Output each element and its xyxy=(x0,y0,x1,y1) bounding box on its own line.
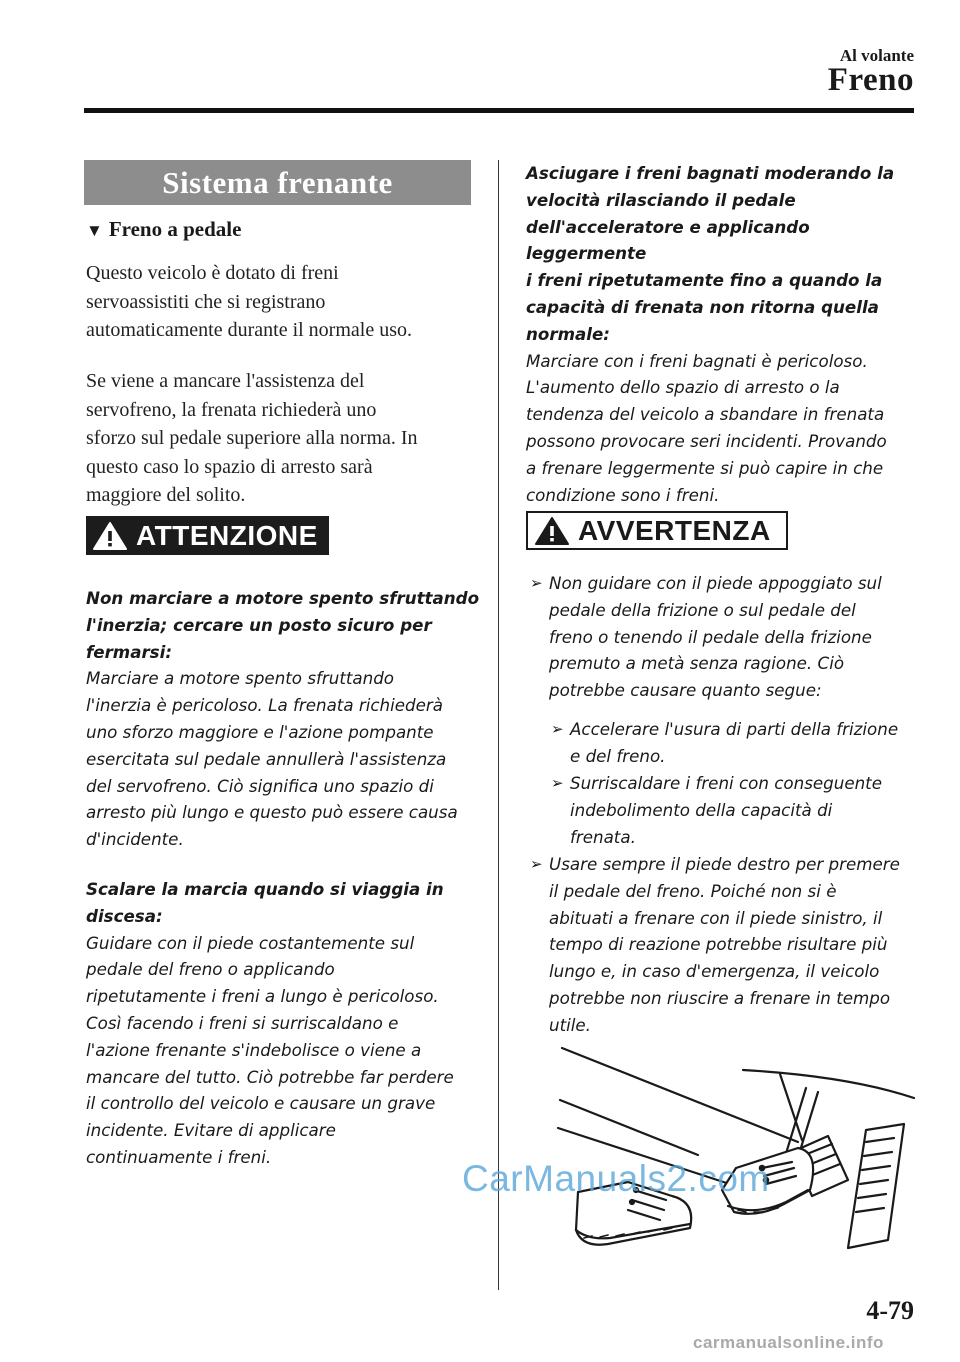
leg-outline xyxy=(562,1048,798,1142)
avvertenza-sub-bullet-2: ➢ Surriscaldare i freni con conseguente indebolimento della capacità di frenata. xyxy=(551,770,923,850)
column-divider xyxy=(498,160,499,1290)
avvertenza-label: AVVERTENZA xyxy=(578,514,771,546)
avvertenza-label-box xyxy=(526,511,788,550)
paragraph-1: Questo veicolo è dotato di freni servoassistiti che si registrano automaticamente durante il normale uso. xyxy=(86,262,412,341)
attenzione-block-2: Scalare la marcia quando si viaggia in discesa: Guidare con il piede costantemente sul pedale del freno o applicando ripetutamente i freni a lungo è pericoloso. Così facendo i freni si surriscaldano e l'azione frenante s'indebolisce o viene a mancare del tutto. Ciò potrebbe far perdere il controllo del veicolo e causare un grave incidente. Evitare di applicare continuamente i freni. xyxy=(86,879,454,1167)
avvertenza-bullet-2: ➢ Usare sempre il piede destro per premere il pedale del freno. Poiché non si è abituati a frenare con il piede sinistro, il tempo di reazione potrebbe risultare più lungo e, in caso d'emergenza, il veicolo potrebbe non riuscire a frenare in tempo utile. xyxy=(530,851,922,1039)
avvertenza-sub-bullet-1: ➢ Accelerare l'usura di parti della frizione e del freno. xyxy=(551,716,923,770)
avvertenza-bullet-1: ➢ Non guidare con il piede appoggiato sul pedale della frizione o sul pedale del freno o tenendo il pedale della frizione premuto a metà senza ragione. Ciò potrebbe causare quanto segue: xyxy=(530,570,922,704)
bullet-arrow-icon: ➢ xyxy=(551,720,564,738)
attenzione-block-1: Non marciare a motore spento sfruttando l'inerzia; cercare un posto sicuro per fermarsi: Marciare a motore spento sfruttando l'inerzia è pericoloso. La frenata richiederà uno sforzo maggiore e l'azione pompante esercitata sul pedale annullerà l'assistenza del servofreno. Ciò significa uno spazio di arresto più lungo e questo può essere causa d'incidente. xyxy=(86,588,480,850)
attenzione-label: ATTENZIONE xyxy=(136,519,318,551)
bullet-arrow-icon: ➢ xyxy=(530,855,543,873)
watermark-text: CarManuals2.com xyxy=(462,1158,770,1199)
page-number: 4-79 xyxy=(866,1296,914,1325)
bullet-arrow-icon: ➢ xyxy=(551,774,564,792)
attenzione-block-3: Asciugare i freni bagnati moderando la velocità rilasciando il pedale dell'acceleratore e applicando leggermente i freni ripetutamente fino a quando la capacità di frenata non ritorna quella normale: Marciare con i freni bagnati è pericoloso. L'aumento dello spazio di arresto o la tendenza del veicolo a sbandare in frenata possono provocare seri incidenti. Provando a frenare leggermente si può capire in che condizione sono i freni. xyxy=(526,163,895,505)
running-header-section: Al volante xyxy=(839,46,914,65)
triangle-down-icon: ▼ xyxy=(86,221,103,240)
running-header-chapter: Freno xyxy=(827,62,914,98)
paragraph-2: Se viene a mancare l'assistenza del servofreno, la frenata richiederà uno sforzo sul pedale superiore alla norma. In questo caso lo spazio di arresto sarà maggiore del solito. xyxy=(86,370,418,506)
attenzione-label-box xyxy=(86,516,329,555)
warning-triangle-icon xyxy=(92,521,128,551)
section-title-banner: Sistema frenante xyxy=(84,160,471,205)
header-rule xyxy=(84,108,914,113)
subheading xyxy=(86,217,241,242)
subheading-text: Freno a pedale xyxy=(108,217,242,241)
bullet-arrow-icon: ➢ xyxy=(530,574,543,592)
warning-triangle-icon xyxy=(534,516,570,546)
footer-watermark-text: carmanualsonline.info xyxy=(693,1333,884,1352)
